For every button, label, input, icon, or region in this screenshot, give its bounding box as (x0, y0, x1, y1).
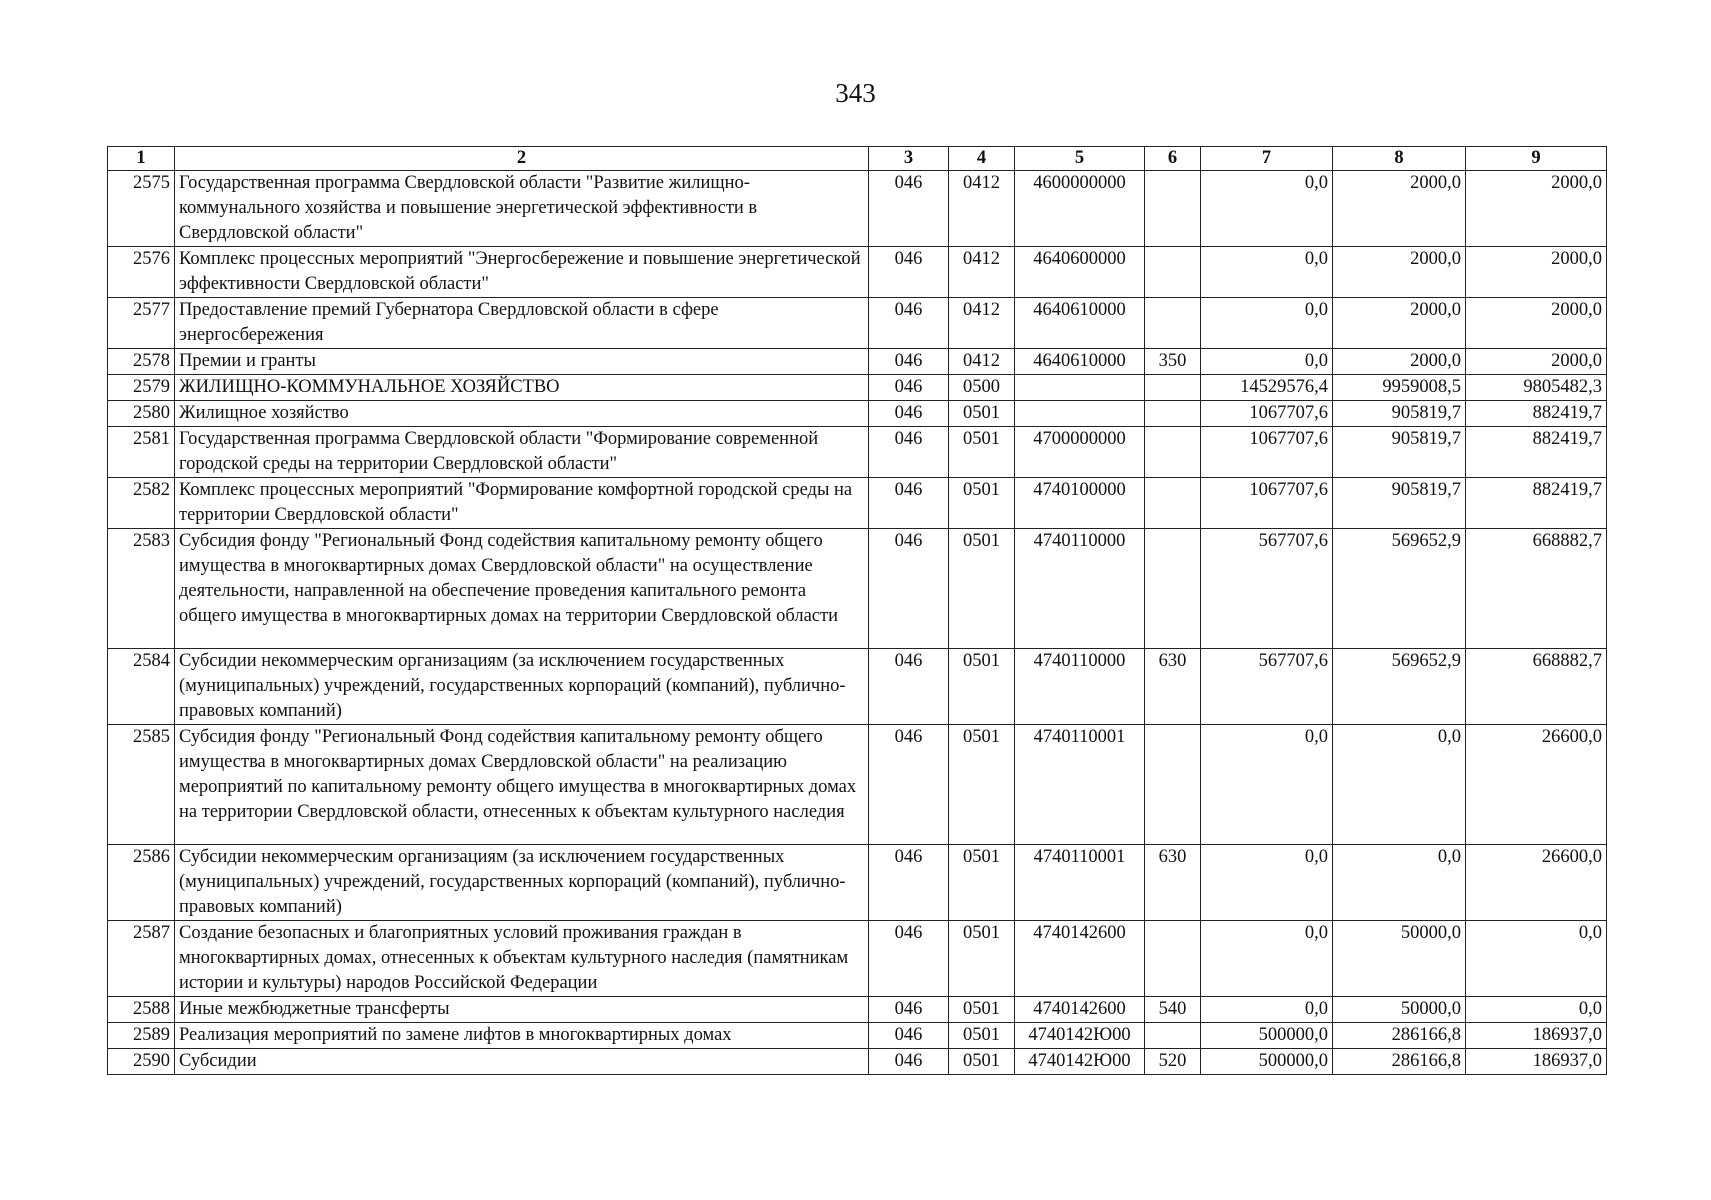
row-name: Государственная программа Свердловской области "Формирование современной городской среды на территории Свердловской области" (175, 427, 869, 478)
cell-col8: 905819,7 (1333, 478, 1466, 529)
cell-col5: 4700000000 (1015, 427, 1145, 478)
cell-col6 (1145, 427, 1201, 478)
cell-col9: 668882,7 (1466, 529, 1607, 649)
row-name: Комплекс процессных мероприятий "Формирование комфортной городской среды на территории Свердловской области" (175, 478, 869, 529)
cell-col6 (1145, 298, 1201, 349)
cell-col4: 0501 (949, 401, 1015, 427)
table-row (108, 375, 1607, 401)
table-row (108, 649, 1607, 725)
cell-col9: 26600,0 (1466, 845, 1607, 921)
row-number: 2587 (108, 921, 175, 997)
cell-col7: 1067707,6 (1201, 401, 1333, 427)
table-row (108, 1049, 1607, 1075)
table-row (108, 171, 1607, 247)
cell-col3: 046 (869, 375, 949, 401)
table-row (108, 401, 1607, 427)
cell-col4: 0501 (949, 478, 1015, 529)
column-header: 5 (1015, 147, 1145, 171)
row-name: Субсидия фонду "Региональный Фонд содействия капитальному ремонту общего имущества в многоквартирных домах Свердловской области" на реализацию мероприятий по капитальному ремонту общего имущества в многоквартирных домах на территории Свердловской области, отнесенных к объектам культурного наследия (175, 725, 869, 845)
cell-col8: 905819,7 (1333, 401, 1466, 427)
cell-col5 (1015, 375, 1145, 401)
row-number: 2590 (108, 1049, 175, 1075)
cell-col7: 567707,6 (1201, 649, 1333, 725)
cell-col7: 567707,6 (1201, 529, 1333, 649)
cell-col9: 2000,0 (1466, 298, 1607, 349)
row-name: Реализация мероприятий по замене лифтов в многоквартирных домах (175, 1023, 869, 1049)
cell-col3: 046 (869, 478, 949, 529)
cell-col8: 2000,0 (1333, 247, 1466, 298)
cell-col8: 9959008,5 (1333, 375, 1466, 401)
table-row (108, 921, 1607, 997)
cell-col4: 0412 (949, 298, 1015, 349)
column-header: 3 (869, 147, 949, 171)
row-number: 2582 (108, 478, 175, 529)
row-name: Предоставление премий Губернатора Свердловской области в сфере энергосбережения (175, 298, 869, 349)
cell-col8: 2000,0 (1333, 171, 1466, 247)
cell-col7: 0,0 (1201, 171, 1333, 247)
table-row (108, 478, 1607, 529)
row-number: 2578 (108, 349, 175, 375)
cell-col5: 4600000000 (1015, 171, 1145, 247)
row-name: Иные межбюджетные трансферты (175, 997, 869, 1023)
column-header: 8 (1333, 147, 1466, 171)
cell-col4: 0501 (949, 725, 1015, 845)
cell-col5 (1015, 401, 1145, 427)
cell-col3: 046 (869, 171, 949, 247)
column-header: 9 (1466, 147, 1607, 171)
cell-col5: 4740110000 (1015, 529, 1145, 649)
cell-col9: 26600,0 (1466, 725, 1607, 845)
cell-col7: 0,0 (1201, 921, 1333, 997)
row-number: 2575 (108, 171, 175, 247)
cell-col8: 905819,7 (1333, 427, 1466, 478)
column-header: 6 (1145, 147, 1201, 171)
table-row (108, 725, 1607, 845)
cell-col4: 0501 (949, 921, 1015, 997)
cell-col4: 0501 (949, 649, 1015, 725)
cell-col4: 0501 (949, 427, 1015, 478)
column-header: 1 (108, 147, 175, 171)
column-header: 2 (175, 147, 869, 171)
cell-col9: 882419,7 (1466, 427, 1607, 478)
table-row (108, 529, 1607, 649)
cell-col7: 0,0 (1201, 247, 1333, 298)
table-row (108, 298, 1607, 349)
table-row (108, 997, 1607, 1023)
cell-col6 (1145, 1023, 1201, 1049)
cell-col4: 0412 (949, 171, 1015, 247)
row-name: Жилищное хозяйство (175, 401, 869, 427)
cell-col9: 882419,7 (1466, 478, 1607, 529)
header-row (108, 147, 1607, 171)
cell-col6 (1145, 375, 1201, 401)
row-number: 2584 (108, 649, 175, 725)
cell-col3: 046 (869, 1049, 949, 1075)
cell-col7: 0,0 (1201, 349, 1333, 375)
cell-col7: 500000,0 (1201, 1023, 1333, 1049)
row-name: Субсидии некоммерческим организациям (за исключением государственных (муниципальных) учреждений, государственных корпораций (компаний), публично-правовых компаний) (175, 845, 869, 921)
cell-col6: 630 (1145, 845, 1201, 921)
table-row (108, 845, 1607, 921)
cell-col7: 0,0 (1201, 845, 1333, 921)
table-row (108, 349, 1607, 375)
row-number: 2589 (108, 1023, 175, 1049)
cell-col5: 4640610000 (1015, 298, 1145, 349)
cell-col6: 630 (1145, 649, 1201, 725)
cell-col9: 2000,0 (1466, 171, 1607, 247)
row-name: Субсидия фонду "Региональный Фонд содействия капитальному ремонту общего имущества в многоквартирных домах Свердловской области" на осуществление деятельности, направленной на обеспечение проведения капитального ремонта общего имущества в многоквартирных домах на территории Свердловской области (175, 529, 869, 649)
cell-col4: 0412 (949, 349, 1015, 375)
table-row (108, 1023, 1607, 1049)
cell-col4: 0500 (949, 375, 1015, 401)
cell-col6: 520 (1145, 1049, 1201, 1075)
cell-col3: 046 (869, 247, 949, 298)
table-row (108, 247, 1607, 298)
row-name: Комплекс процессных мероприятий "Энергосбережение и повышение энергетической эффективности Свердловской области" (175, 247, 869, 298)
cell-col5: 4740110001 (1015, 845, 1145, 921)
cell-col3: 046 (869, 298, 949, 349)
row-number: 2586 (108, 845, 175, 921)
cell-col7: 0,0 (1201, 725, 1333, 845)
row-number: 2588 (108, 997, 175, 1023)
row-name: ЖИЛИЩНО-КОММУНАЛЬНОЕ ХОЗЯЙСТВО (175, 375, 869, 401)
cell-col5: 4740142600 (1015, 921, 1145, 997)
row-number: 2576 (108, 247, 175, 298)
cell-col6 (1145, 401, 1201, 427)
cell-col9: 186937,0 (1466, 1049, 1607, 1075)
cell-col4: 0412 (949, 247, 1015, 298)
column-header: 7 (1201, 147, 1333, 171)
cell-col4: 0501 (949, 529, 1015, 649)
row-name: Государственная программа Свердловской области "Развитие жилищно-коммунального хозяйства и повышение энергетической эффективности в Свердловской области" (175, 171, 869, 247)
cell-col4: 0501 (949, 1023, 1015, 1049)
row-name: Субсидии (175, 1049, 869, 1075)
cell-col5: 4740142Ю00 (1015, 1023, 1145, 1049)
cell-col8: 2000,0 (1333, 349, 1466, 375)
cell-col9: 2000,0 (1466, 247, 1607, 298)
cell-col3: 046 (869, 649, 949, 725)
table-row (108, 427, 1607, 478)
cell-col8: 50000,0 (1333, 921, 1466, 997)
cell-col7: 1067707,6 (1201, 427, 1333, 478)
row-number: 2580 (108, 401, 175, 427)
cell-col4: 0501 (949, 845, 1015, 921)
cell-col5: 4640600000 (1015, 247, 1145, 298)
cell-col9: 882419,7 (1466, 401, 1607, 427)
cell-col5: 4740142600 (1015, 997, 1145, 1023)
cell-col6: 540 (1145, 997, 1201, 1023)
cell-col3: 046 (869, 427, 949, 478)
cell-col3: 046 (869, 529, 949, 649)
cell-col8: 286166,8 (1333, 1049, 1466, 1075)
cell-col5: 4740142Ю00 (1015, 1049, 1145, 1075)
cell-col6 (1145, 921, 1201, 997)
cell-col7: 14529576,4 (1201, 375, 1333, 401)
cell-col6 (1145, 247, 1201, 298)
cell-col3: 046 (869, 1023, 949, 1049)
cell-col6 (1145, 725, 1201, 845)
cell-col9: 0,0 (1466, 997, 1607, 1023)
cell-col6: 350 (1145, 349, 1201, 375)
cell-col3: 046 (869, 845, 949, 921)
row-number: 2577 (108, 298, 175, 349)
cell-col5: 4640610000 (1015, 349, 1145, 375)
row-name: Премии и гранты (175, 349, 869, 375)
row-name: Создание безопасных и благоприятных условий проживания граждан в многоквартирных домах, отнесенных к объектам культурного наследия (памятникам истории и культуры) народов Российской Федерации (175, 921, 869, 997)
cell-col9: 0,0 (1466, 921, 1607, 997)
cell-col5: 4740110000 (1015, 649, 1145, 725)
cell-col3: 046 (869, 401, 949, 427)
cell-col8: 0,0 (1333, 845, 1466, 921)
row-number: 2579 (108, 375, 175, 401)
cell-col9: 186937,0 (1466, 1023, 1607, 1049)
column-header: 4 (949, 147, 1015, 171)
cell-col6 (1145, 529, 1201, 649)
cell-col9: 668882,7 (1466, 649, 1607, 725)
cell-col4: 0501 (949, 997, 1015, 1023)
cell-col7: 500000,0 (1201, 1049, 1333, 1075)
cell-col5: 4740110001 (1015, 725, 1145, 845)
cell-col4: 0501 (949, 1049, 1015, 1075)
page-number: 343 (835, 78, 876, 108)
cell-col9: 2000,0 (1466, 349, 1607, 375)
cell-col7: 0,0 (1201, 997, 1333, 1023)
cell-col6 (1145, 478, 1201, 529)
row-number: 2585 (108, 725, 175, 845)
cell-col8: 50000,0 (1333, 997, 1466, 1023)
cell-col3: 046 (869, 349, 949, 375)
budget-table (107, 146, 1607, 1075)
cell-col3: 046 (869, 921, 949, 997)
cell-col7: 0,0 (1201, 298, 1333, 349)
cell-col8: 0,0 (1333, 725, 1466, 845)
cell-col6 (1145, 171, 1201, 247)
cell-col8: 286166,8 (1333, 1023, 1466, 1049)
cell-col9: 9805482,3 (1466, 375, 1607, 401)
row-number: 2581 (108, 427, 175, 478)
table-body (108, 171, 1607, 1075)
cell-col8: 569652,9 (1333, 649, 1466, 725)
cell-col3: 046 (869, 725, 949, 845)
cell-col7: 1067707,6 (1201, 478, 1333, 529)
row-name: Субсидии некоммерческим организациям (за исключением государственных (муниципальных) учреждений, государственных корпораций (компаний), публично-правовых компаний) (175, 649, 869, 725)
row-number: 2583 (108, 529, 175, 649)
cell-col5: 4740100000 (1015, 478, 1145, 529)
cell-col8: 2000,0 (1333, 298, 1466, 349)
cell-col8: 569652,9 (1333, 529, 1466, 649)
cell-col3: 046 (869, 997, 949, 1023)
